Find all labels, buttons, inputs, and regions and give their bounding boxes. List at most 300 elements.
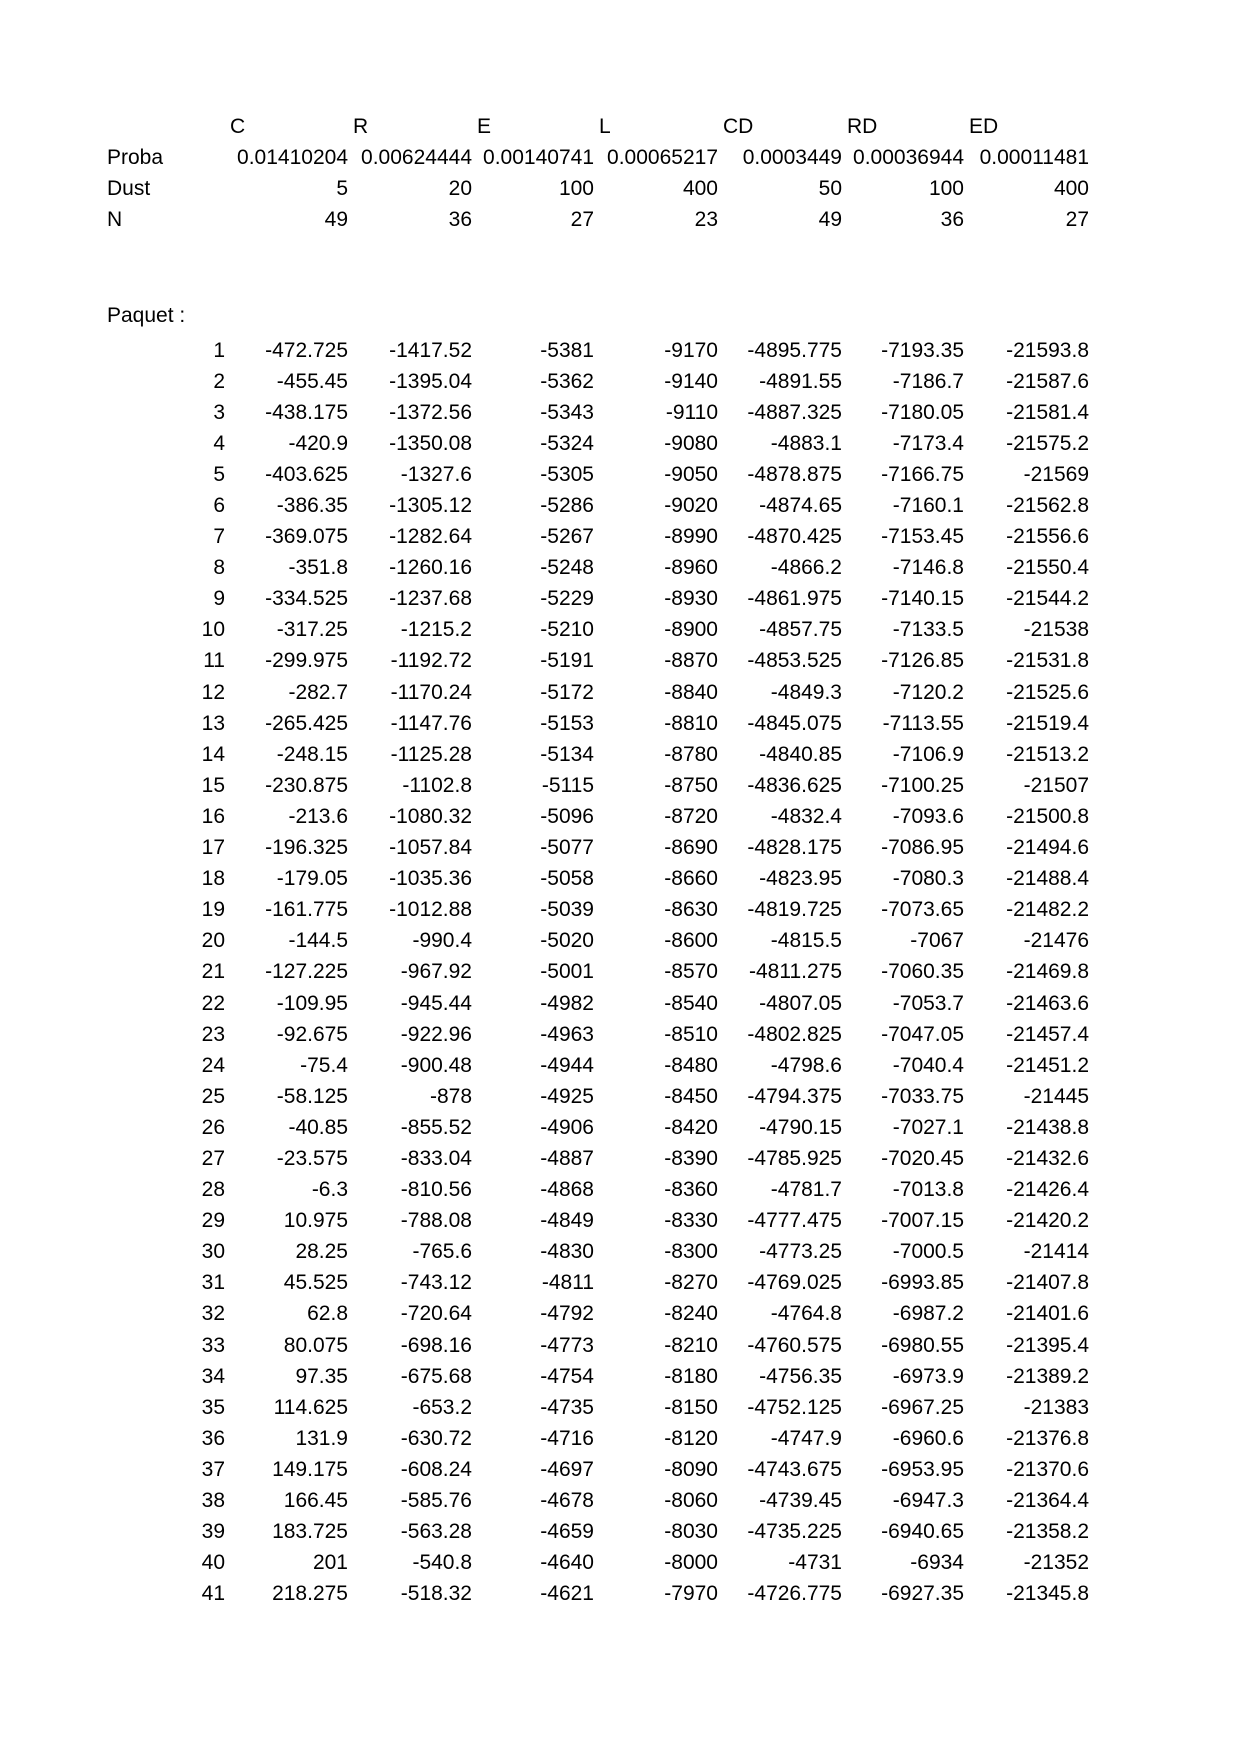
data-value-cell: -7067 — [910, 929, 964, 953]
row-number: 16 — [201, 804, 225, 828]
data-value-cell: -1327.6 — [400, 462, 472, 486]
data-value-cell: -21395.4 — [1006, 1333, 1089, 1357]
data-value-cell: -4798.6 — [770, 1053, 842, 1077]
data-value-cell: -455.45 — [276, 369, 348, 393]
data-value-cell: -7013.8 — [892, 1178, 964, 1202]
data-value-cell: -334.525 — [265, 587, 348, 611]
data-value-cell: -420.9 — [288, 431, 348, 455]
stat-value-cell: 36 — [940, 207, 964, 231]
empty-corner-cell — [103, 111, 226, 142]
data-value-cell: -4731 — [788, 1551, 842, 1575]
data-value-cell: -8120 — [664, 1426, 718, 1450]
data-value-cell: -8300 — [664, 1240, 718, 1264]
data-value-cell: 131.9 — [295, 1426, 348, 1450]
stat-row-label: N — [107, 207, 123, 231]
row-number: 22 — [201, 991, 225, 1015]
data-value-cell: -21438.8 — [1006, 1115, 1089, 1139]
data-value-cell: -4823.95 — [759, 867, 842, 891]
data-value-cell: -5248 — [540, 556, 594, 580]
row-number: 17 — [201, 836, 225, 860]
data-value-cell: -109.95 — [276, 991, 348, 1015]
data-value-cell: -922.96 — [400, 1022, 472, 1046]
row-number: 8 — [213, 556, 225, 580]
data-value-cell: -878 — [429, 1084, 472, 1108]
data-value-cell: -4773.25 — [759, 1240, 842, 1264]
data-value-cell: -5191 — [540, 649, 594, 673]
data-value-cell: -4845.075 — [747, 711, 842, 735]
data-value-cell: -1057.84 — [389, 836, 472, 860]
data-value-cell: 80.075 — [283, 1333, 348, 1357]
data-value-cell: -7120.2 — [892, 680, 964, 704]
data-value-cell: -6.3 — [311, 1178, 348, 1202]
data-value-cell: -4792 — [540, 1302, 594, 1326]
data-value-cell: -4726.775 — [747, 1582, 842, 1606]
row-number: 6 — [213, 494, 225, 518]
data-value-cell: -4811 — [541, 1271, 594, 1295]
data-value-cell: -4747.9 — [770, 1426, 842, 1450]
data-value-cell: -8420 — [664, 1115, 718, 1139]
data-value-cell: -8180 — [664, 1364, 718, 1388]
data-value-cell: -4925 — [540, 1084, 594, 1108]
data-value-cell: -21352 — [1023, 1551, 1089, 1575]
row-number: 32 — [201, 1302, 225, 1326]
data-value-cell: -7047.05 — [881, 1022, 964, 1046]
data-value-cell: -8900 — [664, 618, 718, 642]
stat-value-cell: 50 — [818, 176, 842, 200]
data-value-cell: -4735 — [540, 1395, 594, 1419]
row-number: 23 — [201, 1022, 225, 1046]
data-value-cell: -6927.35 — [881, 1582, 964, 1606]
stat-value-cell: 36 — [448, 207, 472, 231]
data-value-cell: -9110 — [665, 400, 718, 424]
data-value-cell: -40.85 — [288, 1115, 348, 1139]
data-value-cell: -7040.4 — [892, 1053, 964, 1077]
data-value-cell: -9140 — [664, 369, 718, 393]
row-number: 35 — [201, 1395, 225, 1419]
data-value-cell: -1192.72 — [390, 649, 472, 673]
data-value-cell: -4659 — [540, 1520, 594, 1544]
row-number: 33 — [201, 1333, 225, 1357]
stat-value-cell: 0.00011481 — [979, 145, 1089, 169]
data-value-cell: -21587.6 — [1006, 369, 1089, 393]
data-value-cell: -4857.75 — [759, 618, 842, 642]
data-value-cell: -5115 — [541, 773, 594, 797]
stat-value-cell: 49 — [324, 207, 348, 231]
data-value-cell: -21345.8 — [1006, 1582, 1089, 1606]
row-number: 40 — [201, 1551, 225, 1575]
data-value-cell: -21407.8 — [1006, 1271, 1089, 1295]
data-value-cell: -8090 — [664, 1457, 718, 1481]
data-value-cell: -21494.6 — [1006, 836, 1089, 860]
data-value-cell: -7113.55 — [882, 711, 964, 735]
data-value-cell: -21482.2 — [1006, 898, 1089, 922]
data-value-cell: -9050 — [664, 462, 718, 486]
data-value-cell: -4735.225 — [747, 1520, 842, 1544]
row-number: 12 — [201, 680, 225, 704]
data-value-cell: -788.08 — [400, 1209, 472, 1233]
data-value-cell: -7153.45 — [881, 525, 964, 549]
data-value-cell: -7180.05 — [881, 400, 964, 424]
data-value-cell: -438.175 — [265, 400, 348, 424]
row-number: 3 — [213, 400, 225, 424]
data-value-cell: -21401.6 — [1006, 1302, 1089, 1326]
data-value-cell: -675.68 — [400, 1364, 472, 1388]
data-value-cell: -5210 — [540, 618, 594, 642]
stat-value-cell: 23 — [694, 207, 718, 231]
data-value-cell: -21463.6 — [1006, 991, 1089, 1015]
data-value-cell: -21445 — [1023, 1084, 1089, 1108]
data-value-cell: -75.4 — [300, 1053, 348, 1077]
row-number: 26 — [201, 1115, 225, 1139]
data-value-cell: -4769.025 — [747, 1271, 842, 1295]
data-value-cell: -21383 — [1023, 1395, 1089, 1419]
data-value-cell: -21451.2 — [1006, 1053, 1089, 1077]
data-value-cell: -179.05 — [276, 867, 348, 891]
row-number: 39 — [201, 1520, 225, 1544]
data-value-cell: -5096 — [540, 804, 594, 828]
data-value-cell: -4773 — [540, 1333, 594, 1357]
data-value-cell: -4832.4 — [770, 804, 842, 828]
stat-value-cell: 0.00036944 — [853, 145, 964, 169]
data-value-cell: -7073.65 — [881, 898, 964, 922]
data-value-cell: -5362 — [540, 369, 594, 393]
data-value-cell: -4697 — [540, 1457, 594, 1481]
data-value-cell: -213.6 — [288, 804, 348, 828]
data-value-cell: -4739.45 — [759, 1489, 842, 1513]
data-value-cell: 149.175 — [272, 1457, 348, 1481]
stat-value-cell: 100 — [558, 176, 594, 200]
data-value-cell: -7020.45 — [881, 1146, 964, 1170]
data-value-cell: -7027.1 — [892, 1115, 964, 1139]
data-value-cell: -4874.65 — [759, 494, 842, 518]
data-value-cell: -5267 — [540, 525, 594, 549]
data-value-cell: -8210 — [664, 1333, 718, 1357]
data-value-cell: 201 — [312, 1551, 348, 1575]
data-value-cell: -4840.85 — [759, 742, 842, 766]
data-value-cell: 166.45 — [283, 1489, 348, 1513]
data-value-cell: -5229 — [540, 587, 594, 611]
row-number: 15 — [201, 773, 225, 797]
data-value-cell: -900.48 — [400, 1053, 472, 1077]
data-value-cell: -248.15 — [276, 742, 348, 766]
data-value-cell: -472.725 — [265, 338, 348, 362]
row-number: 24 — [201, 1053, 225, 1077]
data-value-cell: -7086.95 — [881, 836, 964, 860]
row-number: 11 — [203, 649, 225, 673]
data-value-cell: -21488.4 — [1006, 867, 1089, 891]
data-value-cell: -21420.2 — [1006, 1209, 1089, 1233]
data-value-cell: -4640 — [540, 1551, 594, 1575]
data-value-cell: -8990 — [664, 525, 718, 549]
column-header: C — [230, 114, 246, 138]
data-value-cell: -8570 — [664, 960, 718, 984]
data-value-cell: -8600 — [664, 929, 718, 953]
data-value-cell: 183.725 — [272, 1520, 348, 1544]
data-value-cell: -21389.2 — [1006, 1364, 1089, 1388]
column-header: RD — [847, 114, 878, 138]
row-number: 4 — [213, 431, 225, 455]
data-value-cell: -21426.4 — [1006, 1178, 1089, 1202]
data-value-cell: -21476 — [1023, 929, 1089, 953]
row-number: 34 — [201, 1364, 225, 1388]
data-value-cell: -7000.5 — [892, 1240, 964, 1264]
data-value-cell: -1035.36 — [389, 867, 472, 891]
data-value-cell: -5134 — [540, 742, 594, 766]
data-value-cell: -8270 — [664, 1271, 718, 1295]
data-value-cell: -4819.725 — [747, 898, 842, 922]
data-value-cell: -8780 — [664, 742, 718, 766]
data-value-cell: -765.6 — [412, 1240, 472, 1264]
data-value-cell: -144.5 — [288, 929, 348, 953]
data-value-cell: -4861.975 — [747, 587, 842, 611]
data-value-cell: -4895.775 — [747, 338, 842, 362]
data-value-cell: -8030 — [664, 1520, 718, 1544]
row-number: 14 — [201, 742, 225, 766]
data-value-cell: -161.775 — [265, 898, 348, 922]
data-value-cell: -21531.8 — [1006, 649, 1089, 673]
data-value-cell: -4849 — [540, 1209, 594, 1233]
data-value-cell: -6980.55 — [881, 1333, 964, 1357]
column-header: E — [477, 114, 492, 138]
row-number: 38 — [201, 1489, 225, 1513]
data-value-cell: -4883.1 — [770, 431, 842, 455]
column-header: CD — [723, 114, 754, 138]
stats-table — [103, 111, 1090, 235]
data-value-cell: -21538 — [1023, 618, 1089, 642]
data-value-cell: -4849.3 — [770, 680, 842, 704]
data-value-cell: -833.04 — [400, 1146, 472, 1170]
data-value-cell: -21569 — [1023, 462, 1089, 486]
data-value-cell: -4811.275 — [748, 960, 842, 984]
stat-value-cell: 0.00065217 — [607, 145, 718, 169]
data-value-cell: -540.8 — [412, 1551, 472, 1575]
data-value-cell: -8510 — [664, 1022, 718, 1046]
data-value-cell: -386.35 — [276, 494, 348, 518]
data-value-cell: -4870.425 — [747, 525, 842, 549]
data-value-cell: -1260.16 — [389, 556, 472, 580]
data-value-cell: -21550.4 — [1006, 556, 1089, 580]
data-value-cell: -282.7 — [288, 680, 348, 704]
data-value-cell: -7053.7 — [892, 991, 964, 1015]
data-value-cell: -1395.04 — [389, 369, 472, 393]
data-value-cell: -518.32 — [400, 1582, 472, 1606]
data-value-cell: -5020 — [540, 929, 594, 953]
data-value-cell: -21469.8 — [1006, 960, 1089, 984]
row-number: 21 — [201, 960, 225, 984]
data-value-cell: -1102.8 — [402, 773, 472, 797]
data-value-cell: -317.25 — [276, 618, 348, 642]
data-value-cell: 62.8 — [307, 1302, 348, 1326]
data-value-cell: -7140.15 — [881, 587, 964, 611]
data-value-cell: -8240 — [664, 1302, 718, 1326]
data-value-cell: -608.24 — [400, 1457, 472, 1481]
data-value-cell: -4891.55 — [759, 369, 842, 393]
data-value-cell: -21376.8 — [1006, 1426, 1089, 1450]
data-value-cell: -4828.175 — [747, 836, 842, 860]
stat-value-cell: 0.0003449 — [742, 145, 842, 169]
stat-value-cell: 400 — [1053, 176, 1089, 200]
data-value-cell: -4716 — [540, 1426, 594, 1450]
data-value-cell: -4836.625 — [747, 773, 842, 797]
data-value-cell: -1282.64 — [389, 525, 472, 549]
data-value-cell: -4756.35 — [759, 1364, 842, 1388]
data-value-cell: -720.64 — [400, 1302, 472, 1326]
data-value-cell: -8750 — [664, 773, 718, 797]
column-header: L — [599, 114, 611, 138]
data-value-cell: -8810 — [664, 711, 718, 735]
data-value-cell: -4802.825 — [747, 1022, 842, 1046]
data-value-cell: -9080 — [664, 431, 718, 455]
stat-value-cell: 400 — [682, 176, 718, 200]
data-value-cell: -8630 — [664, 898, 718, 922]
data-value-cell: -21562.8 — [1006, 494, 1089, 518]
data-value-cell: -4887.325 — [747, 400, 842, 424]
data-value-cell: -21519.4 — [1006, 711, 1089, 735]
data-value-cell: -23.575 — [276, 1146, 348, 1170]
data-value-cell: -1147.76 — [390, 711, 472, 735]
data-value-cell: -8930 — [664, 587, 718, 611]
data-value-cell: -6934 — [910, 1551, 964, 1575]
data-value-cell: -21358.2 — [1006, 1520, 1089, 1544]
data-value-cell: -4794.375 — [747, 1084, 842, 1108]
data-value-cell: -21370.6 — [1006, 1457, 1089, 1481]
data-value-cell: -4887 — [540, 1146, 594, 1170]
data-value-cell: -7100.25 — [881, 773, 964, 797]
data-value-cell: -5172 — [540, 680, 594, 704]
row-number: 10 — [201, 618, 225, 642]
data-table — [103, 335, 1090, 1610]
data-value-cell: -21513.2 — [1006, 742, 1089, 766]
stat-value-cell: 27 — [1065, 207, 1089, 231]
data-value-cell: -4678 — [540, 1489, 594, 1513]
row-number: 29 — [201, 1209, 225, 1233]
data-value-cell: -8330 — [664, 1209, 718, 1233]
data-value-cell: -21575.2 — [1006, 431, 1089, 455]
data-value-cell: -4752.125 — [747, 1395, 842, 1419]
data-value-cell: -4878.875 — [747, 462, 842, 486]
data-value-cell: -7080.3 — [892, 867, 964, 891]
data-value-cell: -1080.32 — [389, 804, 472, 828]
data-value-cell: -4754 — [540, 1364, 594, 1388]
data-value-cell: -585.76 — [400, 1489, 472, 1513]
data-value-cell: -7007.15 — [881, 1209, 964, 1233]
data-value-cell: -5381 — [540, 338, 594, 362]
data-value-cell: -369.075 — [265, 525, 348, 549]
data-value-cell: -5286 — [540, 494, 594, 518]
data-value-cell: -1305.12 — [389, 494, 472, 518]
data-value-cell: -4830 — [540, 1240, 594, 1264]
data-value-cell: -990.4 — [412, 929, 472, 953]
data-value-cell: -1170.24 — [390, 680, 472, 704]
data-value-cell: -4906 — [540, 1115, 594, 1139]
stat-row-label: Proba — [107, 145, 164, 169]
data-value-cell: -6947.3 — [892, 1489, 964, 1513]
data-value-cell: -8540 — [664, 991, 718, 1015]
data-value-cell: -4743.675 — [747, 1457, 842, 1481]
data-value-cell: -8660 — [664, 867, 718, 891]
data-value-cell: -21593.8 — [1006, 338, 1089, 362]
data-value-cell: -127.225 — [265, 960, 348, 984]
data-value-cell: -6987.2 — [892, 1302, 964, 1326]
data-value-cell: -5324 — [540, 431, 594, 455]
data-value-cell: -21432.6 — [1006, 1146, 1089, 1170]
data-value-cell: -8960 — [664, 556, 718, 580]
data-value-cell: -4963 — [540, 1022, 594, 1046]
data-value-cell: -855.52 — [400, 1115, 472, 1139]
data-value-cell: -8690 — [664, 836, 718, 860]
row-number: 41 — [201, 1582, 225, 1606]
data-value-cell: 45.525 — [283, 1271, 348, 1295]
data-value-cell: -563.28 — [400, 1520, 472, 1544]
data-value-cell: -1012.88 — [389, 898, 472, 922]
stat-value-cell: 0.00140741 — [483, 145, 594, 169]
data-value-cell: -8840 — [664, 680, 718, 704]
data-value-cell: -1372.56 — [389, 400, 472, 424]
row-number: 13 — [201, 711, 225, 735]
data-value-cell: -21556.6 — [1006, 525, 1089, 549]
data-value-cell: -4777.475 — [747, 1209, 842, 1233]
stat-value-cell: 0.01410204 — [237, 145, 348, 169]
data-value-cell: -4790.15 — [759, 1115, 842, 1139]
row-number: 27 — [201, 1146, 225, 1170]
data-value-cell: -4621 — [540, 1582, 594, 1606]
data-value-cell: -9020 — [664, 494, 718, 518]
data-value-cell: -8870 — [664, 649, 718, 673]
data-value-cell: 97.35 — [295, 1364, 348, 1388]
row-number: 18 — [201, 867, 225, 891]
data-value-cell: -4982 — [540, 991, 594, 1015]
row-number: 1 — [213, 338, 225, 362]
data-value-cell: -7146.8 — [892, 556, 964, 580]
data-value-cell: -265.425 — [265, 711, 348, 735]
data-value-cell: -403.625 — [265, 462, 348, 486]
row-number: 5 — [213, 462, 225, 486]
data-value-cell: -6940.65 — [881, 1520, 964, 1544]
paquet-label: Paquet : — [107, 304, 186, 327]
data-value-cell: -7133.5 — [892, 618, 964, 642]
data-value-cell: -21525.6 — [1006, 680, 1089, 704]
data-value-cell: -196.325 — [265, 836, 348, 860]
data-value-cell: -1237.68 — [389, 587, 472, 611]
row-number: 28 — [201, 1178, 225, 1202]
data-value-cell: -945.44 — [400, 991, 472, 1015]
row-number: 2 — [213, 369, 225, 393]
stat-value-cell: 20 — [448, 176, 472, 200]
row-number: 30 — [201, 1240, 225, 1264]
data-value-cell: -6953.95 — [881, 1457, 964, 1481]
data-value-cell: 10.975 — [283, 1209, 348, 1233]
row-number: 37 — [201, 1457, 225, 1481]
stat-value-cell: 0.00624444 — [361, 145, 472, 169]
data-value-cell: -351.8 — [288, 556, 348, 580]
stat-value-cell: 5 — [336, 176, 348, 200]
data-value-cell: -21457.4 — [1006, 1022, 1089, 1046]
data-value-cell: -21364.4 — [1006, 1489, 1089, 1513]
data-value-cell: -4853.525 — [747, 649, 842, 673]
stat-value-cell: 27 — [570, 207, 594, 231]
row-number: 25 — [201, 1084, 225, 1108]
data-value-cell: -5343 — [540, 400, 594, 424]
data-value-cell: -7970 — [664, 1582, 718, 1606]
data-value-cell: -7173.4 — [892, 431, 964, 455]
data-value-cell: -743.12 — [400, 1271, 472, 1295]
column-header: R — [353, 114, 369, 138]
data-value-cell: -8450 — [664, 1084, 718, 1108]
data-value-cell: -5001 — [540, 960, 594, 984]
data-value-cell: -21581.4 — [1006, 400, 1089, 424]
data-value-cell: -4764.8 — [770, 1302, 842, 1326]
data-value-cell: -5039 — [540, 898, 594, 922]
